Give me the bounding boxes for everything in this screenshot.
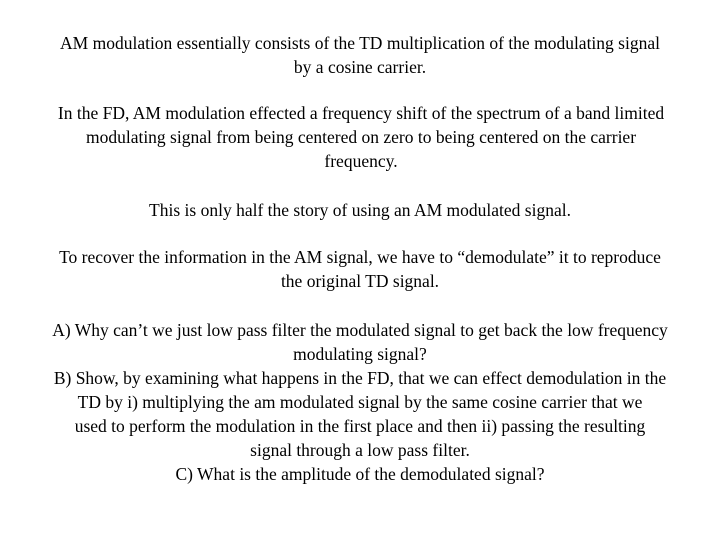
question-b-line: used to perform the modulation in the first place and then ii) passing the resulting — [74, 416, 646, 436]
paragraph-questions — [4, 318, 716, 486]
text-line: by a cosine carrier. — [293, 57, 427, 77]
question-c-line: C) What is the amplitude of the demodulated signal? — [175, 464, 545, 484]
text-line: modulating signal from being centered on zero to being centered on the carrier — [85, 127, 637, 147]
text-line: This is only half the story of using an AM modulated signal. — [149, 200, 571, 220]
text-line: frequency. — [324, 151, 398, 171]
text-line: AM modulation essentially consists of the TD multiplication of the modulating signal — [60, 33, 660, 53]
paragraph-am-definition — [10, 31, 710, 79]
question-b-line: B) Show, by examining what happens in the FD, that we can effect demodulation in the — [53, 368, 667, 388]
question-b-line: signal through a low pass filter. — [250, 440, 470, 460]
question-a-line: A) Why can’t we just low pass filter the modulated signal to get back the low frequency — [52, 320, 668, 340]
paragraph-demodulate — [6, 245, 714, 293]
paragraph-frequency-shift — [6, 101, 716, 173]
question-a-line: modulating signal? — [293, 344, 427, 364]
text-line: To recover the information in the AM signal, we have to “demodulate” it to reproduce — [59, 247, 661, 267]
paragraph-half-story — [0, 198, 720, 222]
text-line: In the FD, AM modulation effected a frequency shift of the spectrum of a band limited — [57, 103, 665, 123]
question-b-line: TD by i) multiplying the am modulated signal by the same cosine carrier that we — [77, 392, 643, 412]
text-line: the original TD signal. — [280, 271, 440, 291]
